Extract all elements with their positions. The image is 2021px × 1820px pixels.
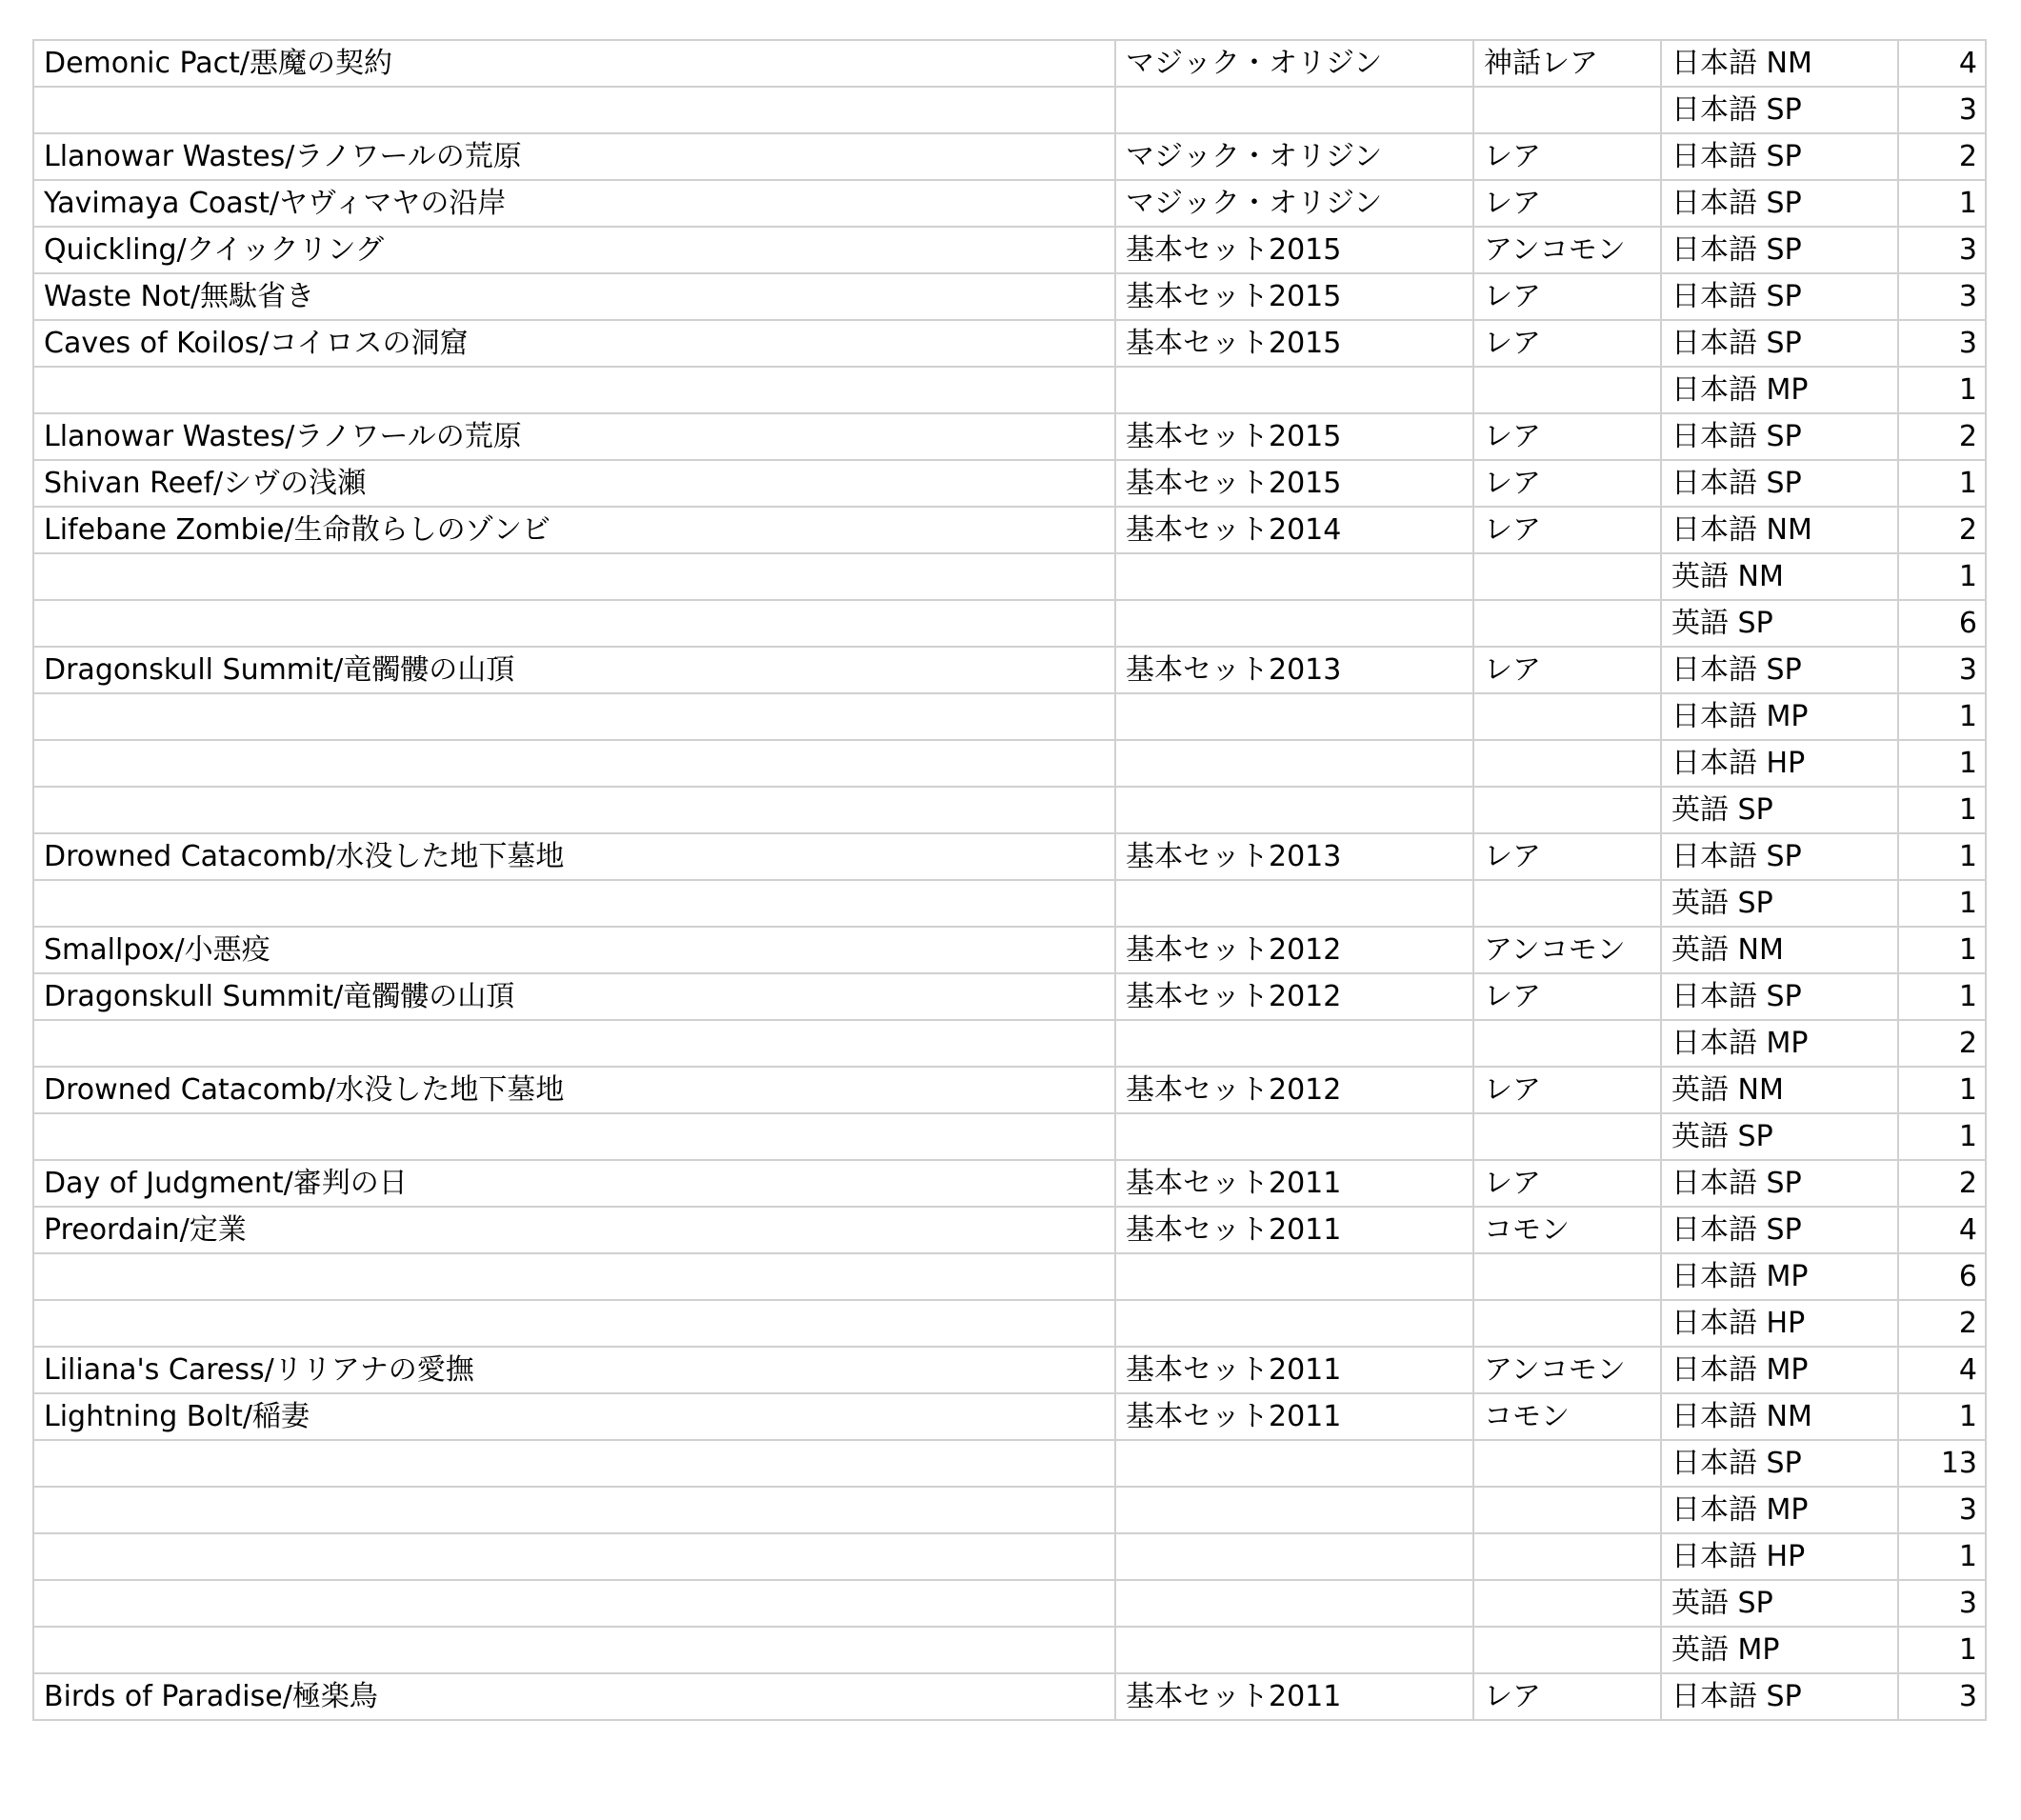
table-row [33, 1487, 1986, 1533]
condition-cell[interactable]: 英語 SP [1661, 600, 1898, 647]
table-row [33, 1160, 1986, 1207]
condition-cell[interactable]: 日本語 SP [1661, 227, 1898, 273]
table-row [33, 507, 1986, 553]
table-row [33, 600, 1986, 647]
card-name-cell[interactable]: Birds of Paradise/極楽鳥 [33, 1673, 1115, 1720]
rarity-cell[interactable] [1473, 1627, 1661, 1673]
set-name-cell[interactable]: 基本セット2015 [1115, 413, 1473, 460]
card-name-cell[interactable]: Llanowar Wastes/ラノワールの荒原 [33, 133, 1115, 180]
quantity-cell[interactable]: 3 [1898, 1580, 1986, 1627]
card-name-cell[interactable] [33, 787, 1115, 833]
card-name-cell[interactable]: Llanowar Wastes/ラノワールの荒原 [33, 413, 1115, 460]
table-row [33, 1673, 1986, 1720]
rarity-cell[interactable] [1473, 1440, 1661, 1487]
card-name-cell[interactable]: Shivan Reef/シヴの浅瀬 [33, 460, 1115, 507]
rarity-cell[interactable] [1473, 1020, 1661, 1067]
card-name-cell[interactable] [33, 1020, 1115, 1067]
card-name-cell[interactable] [33, 1440, 1115, 1487]
table-row [33, 133, 1986, 180]
table-row [33, 693, 1986, 740]
set-name-cell[interactable] [1115, 1113, 1473, 1160]
card-name-cell[interactable]: Dragonskull Summit/竜髑髏の山頂 [33, 647, 1115, 693]
table-row [33, 87, 1986, 133]
rarity-cell[interactable] [1473, 693, 1661, 740]
quantity-cell[interactable]: 6 [1898, 600, 1986, 647]
card-name-cell[interactable]: Waste Not/無駄省き [33, 273, 1115, 320]
quantity-cell[interactable]: 1 [1898, 693, 1986, 740]
condition-cell[interactable]: 日本語 MP [1661, 693, 1898, 740]
condition-cell[interactable]: 日本語 SP [1661, 87, 1898, 133]
card-name-cell[interactable] [33, 740, 1115, 787]
rarity-cell[interactable]: レア [1473, 833, 1661, 880]
quantity-cell[interactable]: 1 [1898, 880, 1986, 927]
set-name-cell[interactable] [1115, 1020, 1473, 1067]
rarity-cell[interactable]: レア [1473, 320, 1661, 367]
table-row [33, 833, 1986, 880]
rarity-cell[interactable]: アンコモン [1473, 1347, 1661, 1393]
rarity-cell[interactable] [1473, 880, 1661, 927]
set-name-cell[interactable]: 基本セット2015 [1115, 320, 1473, 367]
rarity-cell[interactable]: レア [1473, 413, 1661, 460]
set-name-cell[interactable]: 基本セット2012 [1115, 1067, 1473, 1113]
rarity-cell[interactable]: レア [1473, 1673, 1661, 1720]
table-row [33, 460, 1986, 507]
set-name-cell[interactable]: 基本セット2015 [1115, 273, 1473, 320]
set-name-cell[interactable] [1115, 787, 1473, 833]
card-name-cell[interactable] [33, 367, 1115, 413]
table-row [33, 973, 1986, 1020]
table-row [33, 320, 1986, 367]
set-name-cell[interactable] [1115, 367, 1473, 413]
card-inventory-table [32, 39, 1987, 1721]
condition-cell[interactable]: 日本語 MP [1661, 1253, 1898, 1300]
rarity-cell[interactable]: アンコモン [1473, 927, 1661, 973]
condition-cell[interactable]: 日本語 SP [1661, 973, 1898, 1020]
set-name-cell[interactable] [1115, 1300, 1473, 1347]
card-name-cell[interactable] [33, 1300, 1115, 1347]
set-name-cell[interactable] [1115, 880, 1473, 927]
condition-cell[interactable]: 日本語 SP [1661, 1207, 1898, 1253]
quantity-cell[interactable]: 4 [1898, 40, 1986, 87]
card-name-cell[interactable]: Demonic Pact/悪魔の契約 [33, 40, 1115, 87]
rarity-cell[interactable] [1473, 740, 1661, 787]
card-name-cell[interactable] [33, 553, 1115, 600]
condition-cell[interactable]: 英語 NM [1661, 1067, 1898, 1113]
set-name-cell[interactable] [1115, 1627, 1473, 1673]
condition-cell[interactable]: 日本語 HP [1661, 740, 1898, 787]
quantity-cell[interactable]: 6 [1898, 1253, 1986, 1300]
condition-cell[interactable]: 日本語 SP [1661, 460, 1898, 507]
quantity-cell[interactable]: 2 [1898, 133, 1986, 180]
set-name-cell[interactable]: 基本セット2011 [1115, 1393, 1473, 1440]
rarity-cell[interactable] [1473, 1580, 1661, 1627]
quantity-cell[interactable]: 3 [1898, 320, 1986, 367]
quantity-cell[interactable]: 1 [1898, 833, 1986, 880]
rarity-cell[interactable] [1473, 1253, 1661, 1300]
table-row [33, 927, 1986, 973]
condition-cell[interactable]: 日本語 SP [1661, 833, 1898, 880]
condition-cell[interactable]: 英語 MP [1661, 1627, 1898, 1673]
table-row [33, 880, 1986, 927]
quantity-cell[interactable]: 13 [1898, 1440, 1986, 1487]
table-row [33, 1393, 1986, 1440]
quantity-cell[interactable]: 2 [1898, 507, 1986, 553]
condition-cell[interactable]: 日本語 SP [1661, 320, 1898, 367]
rarity-cell[interactable]: レア [1473, 647, 1661, 693]
rarity-cell[interactable]: レア [1473, 460, 1661, 507]
card-name-cell[interactable]: Yavimaya Coast/ヤヴィマヤの沿岸 [33, 180, 1115, 227]
card-name-cell[interactable]: Drowned Catacomb/水没した地下墓地 [33, 1067, 1115, 1113]
table-row [33, 787, 1986, 833]
rarity-cell[interactable]: レア [1473, 973, 1661, 1020]
quantity-cell[interactable]: 1 [1898, 367, 1986, 413]
quantity-cell[interactable]: 1 [1898, 927, 1986, 973]
card-name-cell[interactable]: Smallpox/小悪疫 [33, 927, 1115, 973]
card-name-cell[interactable] [33, 693, 1115, 740]
rarity-cell[interactable] [1473, 1113, 1661, 1160]
condition-cell[interactable]: 日本語 SP [1661, 273, 1898, 320]
set-name-cell[interactable]: 基本セット2014 [1115, 507, 1473, 553]
table-row [33, 367, 1986, 413]
table-row [33, 1580, 1986, 1627]
card-name-cell[interactable] [33, 1487, 1115, 1533]
card-name-cell[interactable]: Lightning Bolt/稲妻 [33, 1393, 1115, 1440]
card-name-cell[interactable] [33, 87, 1115, 133]
table-row [33, 1533, 1986, 1580]
condition-cell[interactable]: 日本語 MP [1661, 1347, 1898, 1393]
table-row [33, 647, 1986, 693]
table-row [33, 1113, 1986, 1160]
condition-cell[interactable]: 日本語 MP [1661, 1487, 1898, 1533]
rarity-cell[interactable] [1473, 600, 1661, 647]
card-name-cell[interactable] [33, 1113, 1115, 1160]
quantity-cell[interactable]: 2 [1898, 1160, 1986, 1207]
set-name-cell[interactable] [1115, 1487, 1473, 1533]
set-name-cell[interactable]: 基本セット2013 [1115, 647, 1473, 693]
quantity-cell[interactable]: 1 [1898, 1533, 1986, 1580]
quantity-cell[interactable]: 1 [1898, 1393, 1986, 1440]
card-name-cell[interactable] [33, 1533, 1115, 1580]
rarity-cell[interactable]: レア [1473, 180, 1661, 227]
quantity-cell[interactable]: 1 [1898, 973, 1986, 1020]
set-name-cell[interactable] [1115, 600, 1473, 647]
rarity-cell[interactable] [1473, 1300, 1661, 1347]
quantity-cell[interactable]: 1 [1898, 460, 1986, 507]
condition-cell[interactable]: 日本語 HP [1661, 1533, 1898, 1580]
rarity-cell[interactable]: レア [1473, 273, 1661, 320]
table-row [33, 1627, 1986, 1673]
quantity-cell[interactable]: 3 [1898, 227, 1986, 273]
card-name-cell[interactable]: Caves of Koilos/コイロスの洞窟 [33, 320, 1115, 367]
condition-cell[interactable]: 日本語 SP [1661, 1160, 1898, 1207]
table-row [33, 273, 1986, 320]
table-row [33, 40, 1986, 87]
card-name-cell[interactable]: Liliana's Caress/リリアナの愛撫 [33, 1347, 1115, 1393]
condition-cell[interactable]: 日本語 NM [1661, 507, 1898, 553]
condition-cell[interactable]: 日本語 SP [1661, 133, 1898, 180]
card-name-cell[interactable]: Quickling/クイックリング [33, 227, 1115, 273]
card-name-cell[interactable] [33, 1627, 1115, 1673]
set-name-cell[interactable]: 基本セット2015 [1115, 227, 1473, 273]
rarity-cell[interactable] [1473, 1533, 1661, 1580]
rarity-cell[interactable]: 神話レア [1473, 40, 1661, 87]
set-name-cell[interactable]: マジック・オリジン [1115, 133, 1473, 180]
quantity-cell[interactable]: 2 [1898, 413, 1986, 460]
rarity-cell[interactable] [1473, 87, 1661, 133]
condition-cell[interactable]: 日本語 SP [1661, 413, 1898, 460]
table-row [33, 180, 1986, 227]
quantity-cell[interactable]: 1 [1898, 1627, 1986, 1673]
set-name-cell[interactable]: 基本セット2011 [1115, 1207, 1473, 1253]
condition-cell[interactable]: 日本語 NM [1661, 40, 1898, 87]
set-name-cell[interactable]: 基本セット2011 [1115, 1160, 1473, 1207]
card-name-cell[interactable]: Day of Judgment/審判の日 [33, 1160, 1115, 1207]
condition-cell[interactable]: 英語 SP [1661, 1113, 1898, 1160]
card-name-cell[interactable]: Preordain/定業 [33, 1207, 1115, 1253]
condition-cell[interactable]: 英語 NM [1661, 553, 1898, 600]
condition-cell[interactable]: 英語 SP [1661, 787, 1898, 833]
condition-cell[interactable]: 日本語 MP [1661, 367, 1898, 413]
set-name-cell[interactable] [1115, 1533, 1473, 1580]
condition-cell[interactable]: 日本語 SP [1661, 1673, 1898, 1720]
set-name-cell[interactable] [1115, 1580, 1473, 1627]
rarity-cell[interactable]: レア [1473, 507, 1661, 553]
table-row [33, 1020, 1986, 1067]
condition-cell[interactable]: 日本語 NM [1661, 1393, 1898, 1440]
quantity-cell[interactable]: 3 [1898, 273, 1986, 320]
quantity-cell[interactable]: 4 [1898, 1347, 1986, 1393]
card-inventory-body [33, 40, 1986, 1720]
set-name-cell[interactable] [1115, 1253, 1473, 1300]
set-name-cell[interactable]: 基本セット2011 [1115, 1673, 1473, 1720]
quantity-cell[interactable]: 3 [1898, 87, 1986, 133]
quantity-cell[interactable]: 3 [1898, 1487, 1986, 1533]
quantity-cell[interactable]: 3 [1898, 1673, 1986, 1720]
quantity-cell[interactable]: 1 [1898, 1067, 1986, 1113]
rarity-cell[interactable]: レア [1473, 133, 1661, 180]
condition-cell[interactable]: 英語 SP [1661, 880, 1898, 927]
card-name-cell[interactable] [33, 600, 1115, 647]
set-name-cell[interactable] [1115, 553, 1473, 600]
quantity-cell[interactable]: 3 [1898, 647, 1986, 693]
rarity-cell[interactable] [1473, 367, 1661, 413]
table-row [33, 740, 1986, 787]
table-row [33, 1253, 1986, 1300]
rarity-cell[interactable]: コモン [1473, 1207, 1661, 1253]
quantity-cell[interactable]: 2 [1898, 1020, 1986, 1067]
set-name-cell[interactable]: マジック・オリジン [1115, 40, 1473, 87]
quantity-cell[interactable]: 1 [1898, 740, 1986, 787]
quantity-cell[interactable]: 1 [1898, 787, 1986, 833]
table-row [33, 553, 1986, 600]
set-name-cell[interactable] [1115, 693, 1473, 740]
rarity-cell[interactable]: アンコモン [1473, 227, 1661, 273]
quantity-cell[interactable]: 4 [1898, 1207, 1986, 1253]
card-name-cell[interactable]: Lifebane Zombie/生命散らしのゾンビ [33, 507, 1115, 553]
rarity-cell[interactable] [1473, 553, 1661, 600]
rarity-cell[interactable]: コモン [1473, 1393, 1661, 1440]
rarity-cell[interactable] [1473, 787, 1661, 833]
card-name-cell[interactable] [33, 1580, 1115, 1627]
card-name-cell[interactable] [33, 880, 1115, 927]
set-name-cell[interactable]: 基本セット2013 [1115, 833, 1473, 880]
quantity-cell[interactable]: 1 [1898, 1113, 1986, 1160]
quantity-cell[interactable]: 1 [1898, 553, 1986, 600]
card-name-cell[interactable]: Dragonskull Summit/竜髑髏の山頂 [33, 973, 1115, 1020]
rarity-cell[interactable]: レア [1473, 1160, 1661, 1207]
set-name-cell[interactable]: 基本セット2012 [1115, 973, 1473, 1020]
condition-cell[interactable]: 日本語 SP [1661, 1440, 1898, 1487]
table-row [33, 1440, 1986, 1487]
condition-cell[interactable]: 日本語 HP [1661, 1300, 1898, 1347]
set-name-cell[interactable] [1115, 87, 1473, 133]
condition-cell[interactable]: 日本語 SP [1661, 647, 1898, 693]
rarity-cell[interactable] [1473, 1487, 1661, 1533]
card-name-cell[interactable] [33, 1253, 1115, 1300]
table-row [33, 1207, 1986, 1253]
rarity-cell[interactable]: レア [1473, 1067, 1661, 1113]
condition-cell[interactable]: 日本語 SP [1661, 180, 1898, 227]
table-row [33, 1347, 1986, 1393]
table-row [33, 1300, 1986, 1347]
condition-cell[interactable]: 英語 SP [1661, 1580, 1898, 1627]
set-name-cell[interactable] [1115, 1440, 1473, 1487]
condition-cell[interactable]: 英語 NM [1661, 927, 1898, 973]
set-name-cell[interactable]: 基本セット2011 [1115, 1347, 1473, 1393]
quantity-cell[interactable]: 1 [1898, 180, 1986, 227]
table-row [33, 1067, 1986, 1113]
table-row [33, 413, 1986, 460]
set-name-cell[interactable]: 基本セット2015 [1115, 460, 1473, 507]
set-name-cell[interactable] [1115, 740, 1473, 787]
card-name-cell[interactable]: Drowned Catacomb/水没した地下墓地 [33, 833, 1115, 880]
set-name-cell[interactable]: マジック・オリジン [1115, 180, 1473, 227]
table-row [33, 227, 1986, 273]
condition-cell[interactable]: 日本語 MP [1661, 1020, 1898, 1067]
quantity-cell[interactable]: 2 [1898, 1300, 1986, 1347]
set-name-cell[interactable]: 基本セット2012 [1115, 927, 1473, 973]
